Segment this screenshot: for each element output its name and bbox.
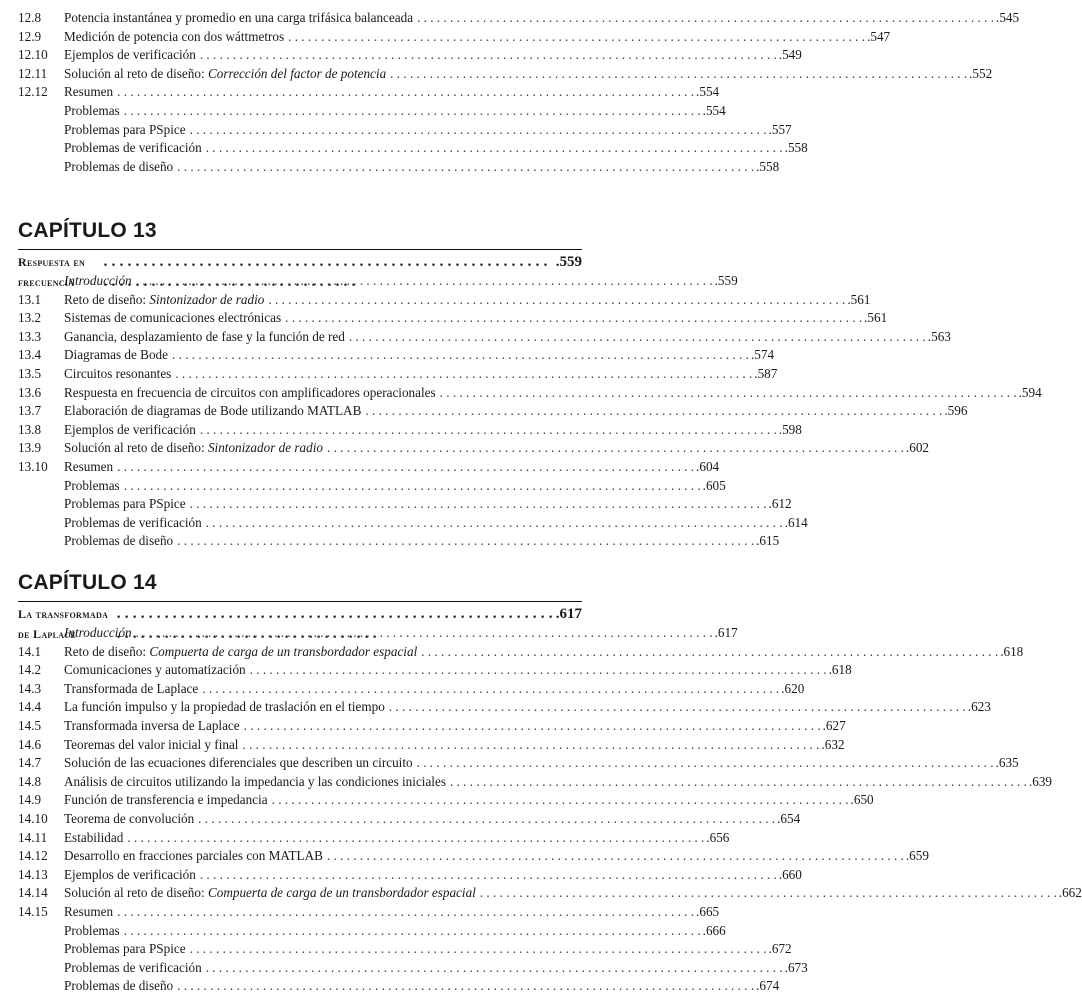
section-title-text: Potencia instantánea y promedio en una carga trifásica balanceada	[64, 10, 414, 25]
leader-dots	[389, 698, 966, 717]
toc-entry[interactable]	[18, 717, 846, 736]
chapter-14-section	[18, 570, 1082, 996]
section-title-italic: Corrección del factor de potencia	[207, 65, 387, 81]
page-number: .563	[927, 328, 951, 344]
toc-entry[interactable]	[18, 402, 968, 421]
section-number: 13.7	[18, 403, 42, 419]
toc-entry[interactable]	[18, 514, 808, 533]
section-number: 12.11	[18, 65, 48, 81]
section-title	[64, 532, 173, 551]
toc-entry[interactable]	[18, 791, 874, 810]
section-title	[64, 272, 132, 291]
leader-dots	[206, 514, 783, 533]
section-title	[64, 46, 196, 65]
toc-entry[interactable]	[18, 384, 1042, 403]
toc-entry[interactable]	[18, 810, 801, 829]
toc-entry[interactable]	[18, 661, 852, 680]
section-number: 12.10	[18, 47, 48, 63]
section-number: 14.1	[18, 643, 42, 659]
leader-dots	[250, 661, 827, 680]
section-title-text: Teorema de convolución	[64, 810, 195, 826]
page-number: .549	[778, 47, 802, 63]
page-number: .627	[822, 717, 846, 733]
chapter-13-entries	[18, 272, 1042, 551]
section-title	[64, 384, 436, 403]
page-number: .558	[784, 140, 808, 156]
section-number: 14.7	[18, 755, 42, 771]
toc-entry[interactable]	[18, 65, 993, 84]
section-title-text: Respuesta en frecuencia de circuitos con amplificadores operacionales	[64, 384, 436, 400]
chapter-heading: CAPÍTULO 14	[18, 571, 157, 594]
section-title-text: Solución al reto de diseño:	[64, 65, 208, 81]
section-title-text: Circuitos resonantes	[64, 365, 172, 381]
section-title	[64, 698, 385, 717]
section-title-text: Sistemas de comunicaciones electrónicas	[64, 310, 282, 326]
chapter-13-section	[18, 218, 1042, 551]
page-number: .602	[905, 440, 929, 456]
leader-dots	[177, 532, 754, 551]
section-number: 14.15	[18, 903, 48, 919]
leader-dots	[272, 791, 849, 810]
section-title-text: Solución de las ecuaciones diferenciales que describen un circuito	[64, 755, 413, 771]
section-title	[64, 643, 417, 662]
section-title	[64, 346, 168, 365]
section-title	[64, 83, 113, 102]
page-number: .618	[1000, 643, 1024, 659]
page-number: .660	[778, 866, 802, 882]
leader-dots	[242, 736, 819, 755]
section-title-text: Transformada de Laplace	[64, 680, 199, 696]
section-number: 14.3	[18, 680, 42, 696]
section-title-italic: Compuerta de carga de un transbordador espacial	[207, 885, 476, 901]
section-title	[64, 514, 202, 533]
page-number: .672	[768, 941, 792, 957]
section-title-text: Medición de potencia con dos wáttmetros	[64, 28, 285, 44]
toc-entry[interactable]	[18, 532, 780, 551]
toc-entry[interactable]	[18, 959, 808, 978]
section-title-text: Teoremas del valor inicial y final	[64, 736, 239, 752]
section-title-text: Resumen	[64, 903, 114, 919]
section-number: 14.4	[18, 699, 42, 715]
section-title	[64, 624, 132, 643]
leader-dots	[190, 121, 767, 140]
page-number: .574	[750, 347, 775, 363]
section-title	[64, 847, 323, 866]
page-number: .547	[867, 28, 891, 44]
leader-dots	[417, 9, 994, 28]
chapter-heading: CAPÍTULO 13	[18, 219, 157, 242]
leader-dots	[327, 439, 904, 458]
page-number: .618	[828, 662, 852, 678]
section-title-text: Resumen	[64, 84, 114, 100]
section-title-text: Reto de diseño:	[64, 643, 150, 659]
page-number: .557	[768, 121, 792, 137]
page-number: .639	[1028, 773, 1052, 789]
section-title-text: Problemas	[64, 477, 120, 493]
section-title-text: Desarrollo en fracciones parciales con MATLAB	[64, 848, 323, 864]
toc-entry[interactable]	[18, 884, 1082, 903]
section-title-text: Problemas para PSpice	[64, 121, 186, 137]
section-title-italic: Sintonizador de radio	[149, 291, 265, 307]
leader-dots	[206, 139, 783, 158]
section-title-text: Análisis de circuitos utilizando la impedancia y las condiciones iniciales	[64, 773, 446, 789]
toc-entry[interactable]	[18, 272, 738, 291]
section-title-text: Problemas de diseño	[64, 978, 174, 994]
toc-entry[interactable]	[18, 346, 775, 365]
page-number: .620	[781, 680, 805, 696]
chapter-page-number: .617	[555, 606, 582, 622]
toc-entry[interactable]	[18, 903, 720, 922]
leader-dots	[190, 495, 767, 514]
section-title-text: La función impulso y la propiedad de traslación en el tiempo	[64, 699, 385, 715]
toc-entry[interactable]	[18, 309, 888, 328]
section-title	[64, 158, 173, 177]
section-title-text: Función de transferencia e impedancia	[64, 792, 268, 808]
toc-entry[interactable]	[18, 643, 1024, 662]
page-number: .561	[847, 291, 871, 307]
leader-dots	[206, 959, 783, 978]
section-title	[64, 421, 196, 440]
toc-entry[interactable]	[18, 977, 780, 996]
toc-entry[interactable]	[18, 624, 738, 643]
section-title-italic: Introducción	[64, 625, 132, 640]
section-number: 14.10	[18, 810, 48, 826]
leader-dots	[285, 309, 862, 328]
toc-entry[interactable]	[18, 458, 720, 477]
section-title	[64, 959, 202, 978]
leader-dots	[127, 829, 704, 848]
section-title	[64, 477, 120, 496]
leader-dots	[124, 477, 701, 496]
leader-dots	[421, 643, 998, 662]
section-title-text: Transformada inversa de Laplace	[64, 717, 240, 733]
section-title-italic: Sintonizador de radio	[207, 440, 323, 456]
section-number: 14.11	[18, 829, 48, 845]
section-title	[64, 754, 413, 773]
toc-entry[interactable]	[18, 698, 991, 717]
toc-entry[interactable]	[18, 9, 1020, 28]
section-title-text: Solución al reto de diseño:	[64, 885, 208, 901]
toc-entry[interactable]	[18, 139, 808, 158]
toc-entry[interactable]	[18, 680, 805, 699]
section-title	[64, 121, 186, 140]
section-title	[64, 773, 446, 792]
section-title	[64, 9, 413, 28]
toc-entry[interactable]	[18, 922, 726, 941]
section-title	[64, 309, 281, 328]
leader-dots	[124, 102, 701, 121]
section-title	[64, 65, 386, 84]
section-number: 13.8	[18, 421, 42, 437]
section-title-text: Problemas de diseño	[64, 158, 174, 174]
toc-entry[interactable]	[18, 736, 845, 755]
section-title	[64, 884, 476, 903]
page-number: .623	[967, 699, 991, 715]
section-number: 12.8	[18, 10, 42, 25]
section-title	[64, 102, 120, 121]
page-number: .632	[821, 736, 845, 752]
leader-dots	[200, 46, 777, 65]
section-number: 13.10	[18, 458, 48, 474]
toc-entry[interactable]	[18, 291, 871, 310]
section-title	[64, 680, 198, 699]
toc-entry[interactable]	[18, 328, 951, 347]
leader-dots	[417, 754, 994, 773]
section-title-text: Problemas de verificación	[64, 959, 202, 975]
page-number: .604	[696, 458, 720, 474]
toc-entry[interactable]	[18, 83, 720, 102]
section-title-text: Elaboración de diagramas de Bode utilizando MATLAB	[64, 403, 362, 419]
section-title-italic: Introducción	[64, 273, 132, 288]
section-title	[64, 458, 113, 477]
section-number: 12.12	[18, 84, 48, 100]
section-title-text: Estabilidad	[64, 829, 124, 845]
leader-dots	[365, 402, 942, 421]
page-number: .674	[756, 978, 780, 994]
chapter-page-number: .559	[555, 254, 582, 270]
leader-dots	[172, 346, 749, 365]
leader-dots	[440, 384, 1017, 403]
page-number: .605	[702, 477, 726, 493]
section-number: 14.5	[18, 717, 42, 733]
leader-dots	[124, 922, 701, 941]
page-number: .552	[969, 65, 993, 81]
section-title	[64, 439, 323, 458]
leader-dots	[480, 884, 1057, 903]
toc-entry[interactable]	[18, 102, 726, 121]
toc-continuation-list	[18, 9, 1020, 176]
leader-dots	[390, 65, 967, 84]
page-number: .558	[756, 158, 780, 174]
page-number: .614	[784, 514, 808, 530]
chapter-14-entries	[18, 624, 1082, 996]
page-number: .617	[714, 625, 738, 640]
page-number: .596	[944, 403, 968, 419]
section-title-text: Ejemplos de verificación	[64, 47, 196, 63]
section-title	[64, 736, 238, 755]
section-title-text: Problemas	[64, 102, 120, 118]
section-title	[64, 829, 123, 848]
toc-entry[interactable]	[18, 940, 792, 959]
leader-dots	[177, 977, 754, 996]
page-number: .659	[905, 848, 929, 864]
page-number: .559	[714, 273, 738, 288]
section-title	[64, 940, 186, 959]
section-title	[64, 717, 240, 736]
section-title-text: Problemas de verificación	[64, 140, 202, 156]
section-number: 13.9	[18, 440, 42, 456]
section-number: 13.5	[18, 365, 42, 381]
leader-dots	[177, 158, 754, 177]
leader-dots	[450, 773, 1027, 792]
leader-dots	[136, 272, 713, 291]
chapter-rule	[18, 249, 582, 250]
section-title	[64, 810, 194, 829]
section-number: 14.6	[18, 736, 42, 752]
section-title	[64, 903, 113, 922]
leader-dots	[117, 903, 694, 922]
section-title	[64, 977, 173, 996]
section-title-text: Solución al reto de diseño:	[64, 440, 208, 456]
section-title	[64, 328, 345, 347]
page-number: .656	[706, 829, 730, 845]
section-title-text: Problemas de verificación	[64, 514, 202, 530]
section-title-text: Ejemplos de verificación	[64, 421, 196, 437]
toc-entry[interactable]	[18, 829, 730, 848]
section-number: 14.9	[18, 792, 42, 808]
leader-dots	[349, 328, 926, 347]
page-number: .673	[784, 959, 808, 975]
toc-entry[interactable]	[18, 773, 1052, 792]
page-number: .598	[778, 421, 802, 437]
page-number: .615	[756, 533, 780, 549]
page-number: .650	[850, 792, 874, 808]
toc-entry[interactable]	[18, 158, 780, 177]
section-title-text: Problemas para PSpice	[64, 496, 186, 512]
leader-dots	[190, 940, 767, 959]
leader-dots	[175, 365, 752, 384]
section-title	[64, 922, 120, 941]
page-number: .635	[995, 755, 1019, 771]
section-title	[64, 495, 186, 514]
toc-entry[interactable]	[18, 754, 1019, 773]
chapter-rule	[18, 601, 582, 602]
page-number: .666	[702, 922, 726, 938]
section-number: 13.2	[18, 310, 42, 326]
toc-entry[interactable]	[18, 866, 802, 885]
toc-entry[interactable]	[18, 121, 792, 140]
section-title-text: Reto de diseño:	[64, 291, 150, 307]
section-number: 14.12	[18, 848, 48, 864]
section-number: 13.1	[18, 291, 42, 307]
leader-dots	[327, 847, 904, 866]
section-number: 13.4	[18, 347, 42, 363]
section-title	[64, 866, 196, 885]
section-title	[64, 291, 264, 310]
section-title-text: Ganancia, desplazamiento de fase y la función de red	[64, 328, 345, 344]
section-title-text: Ejemplos de verificación	[64, 866, 196, 882]
leader-dots	[202, 680, 779, 699]
toc-entry[interactable]	[18, 421, 802, 440]
section-title-text: Resumen	[64, 458, 114, 474]
toc-entry[interactable]	[18, 439, 929, 458]
section-number: 14.2	[18, 662, 42, 678]
section-number: 14.13	[18, 866, 48, 882]
section-number: 13.3	[18, 328, 42, 344]
page-number: .554	[702, 102, 726, 118]
section-title	[64, 791, 268, 810]
page-number: .594	[1018, 384, 1042, 400]
toc-entry[interactable]	[18, 365, 778, 384]
section-number: 12.9	[18, 28, 42, 44]
leader-dots	[198, 810, 775, 829]
leader-dots	[117, 458, 694, 477]
leader-dots	[200, 866, 777, 885]
page-number: .554	[696, 84, 720, 100]
section-title-italic: Compuerta de carga de un transbordador espacial	[149, 643, 418, 659]
leader-dots	[200, 421, 777, 440]
leader-dots	[117, 83, 694, 102]
page-number: .665	[696, 903, 720, 919]
section-number: 14.8	[18, 773, 42, 789]
leader-dots	[244, 717, 821, 736]
section-title	[64, 28, 284, 47]
section-title-text: Problemas	[64, 922, 120, 938]
section-title	[64, 139, 202, 158]
section-title-text: Problemas para PSpice	[64, 941, 186, 957]
chapter-title: Respuesta en frecuencia	[18, 255, 86, 289]
page-number: .561	[864, 310, 888, 326]
toc-entry[interactable]	[18, 46, 802, 65]
section-title	[64, 402, 361, 421]
section-title-text: Diagramas de Bode	[64, 347, 168, 363]
section-number: 14.14	[18, 885, 48, 901]
toc-entry[interactable]	[18, 847, 929, 866]
toc-entry[interactable]	[18, 477, 726, 496]
section-title	[64, 661, 246, 680]
section-number: 13.6	[18, 384, 42, 400]
page-number: .545	[996, 10, 1020, 25]
leader-dots	[268, 291, 845, 310]
toc-entry[interactable]	[18, 495, 792, 514]
section-title	[64, 365, 171, 384]
page-number: .654	[777, 810, 801, 826]
section-title-text: Problemas de diseño	[64, 533, 174, 549]
toc-entry[interactable]	[18, 28, 891, 47]
page-number: .587	[754, 365, 778, 381]
leader-dots	[136, 624, 713, 643]
chapter-title: La transformada de Laplace	[18, 607, 109, 641]
page-number: .662	[1058, 885, 1082, 901]
leader-dots	[288, 28, 865, 47]
page-number: .612	[768, 496, 792, 512]
section-title-text: Comunicaciones y automatización	[64, 662, 246, 678]
